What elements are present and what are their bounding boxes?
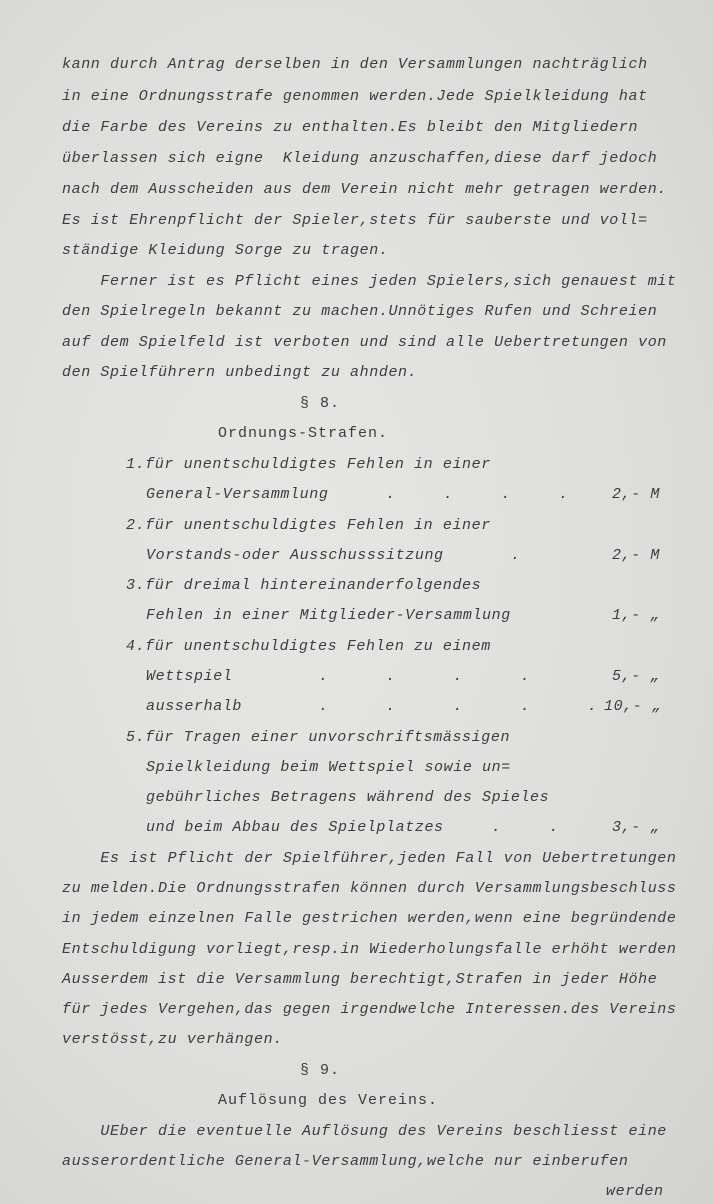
penalty-item-3-amount: 1,- „ — [612, 607, 661, 624]
penalty-item-4-amount3: 10,- „ — [604, 698, 662, 715]
penalty-item-2-line2: Vorstands-oder Ausschusssitzung . — [146, 547, 521, 564]
body-line: die Farbe des Vereins zu enthalten.Es bleibt den Mitgliedern — [62, 119, 639, 136]
penalty-item-1-line1: 1.für unentschuldigtes Fehlen in einer — [126, 456, 491, 473]
penalty-item-5-amount: 3,- „ — [612, 819, 661, 836]
body-line: Es ist Pflicht der Spielführer,jeden Fall von Uebertretungen — [62, 850, 677, 867]
body-line: nach dem Ausscheiden aus dem Verein nicht mehr getragen werden. — [62, 181, 667, 198]
body-line: UEber die eventuelle Auflösung des Vereins beschliesst eine — [62, 1123, 667, 1140]
section-9-title: Auflösung des Vereins. — [218, 1092, 439, 1109]
penalty-item-5-line4: und beim Abbau des Spielplatzes . . — [146, 819, 559, 836]
body-line: überlassen sich eigne Kleidung anzuschaffen,diese darf jedoch — [62, 150, 658, 167]
body-line: zu melden.Die Ordnungsstrafen können durch Versammlungsbeschluss — [62, 880, 677, 897]
penalty-item-3-line2: Fehlen in einer Mitglieder-Versammlung — [146, 607, 511, 624]
body-line: kann durch Antrag derselben in den Versammlungen nachträglich — [62, 56, 648, 73]
penalty-item-5-line1: 5.für Tragen einer unvorschriftsmässigen — [126, 729, 511, 746]
penalty-item-5-line3: gebührliches Betragens während des Spieles — [146, 789, 550, 806]
body-line: ausserordentliche General-Versammlung,welche nur einberufen — [62, 1153, 629, 1170]
penalty-item-3-line1: 3.für dreimal hintereinanderfolgendes — [126, 577, 482, 594]
section-8-number: § 8. — [300, 395, 341, 412]
body-line: in eine Ordnungsstrafe genommen werden.Jede Spielkleidung hat — [62, 88, 648, 105]
body-line: auf dem Spielfeld ist verboten und sind alle Uebertretungen von — [62, 334, 667, 351]
penalty-item-1-line2: General-Versammlung . . . . — [146, 486, 569, 503]
body-line: Entschuldigung vorliegt,resp.in Wiederholungsfalle erhöht werden — [62, 941, 677, 958]
penalty-item-1-amount: 2,- M — [612, 486, 661, 503]
section-8-title: Ordnungs-Strafen. — [218, 425, 389, 442]
penalty-item-2-amount: 2,- M — [612, 547, 661, 564]
catchword: werden — [606, 1183, 664, 1200]
penalty-item-5-line2: Spielkleidung beim Wettspiel sowie un= — [146, 759, 511, 776]
penalty-item-2-line1: 2.für unentschuldigtes Fehlen in einer — [126, 517, 491, 534]
body-line: ständige Kleidung Sorge zu tragen. — [62, 242, 389, 259]
body-line: Ausserdem ist die Versammlung berechtigt,Strafen in jeder Höhe — [62, 971, 658, 988]
body-line: Ferner ist es Pflicht eines jeden Spielers,sich genauest mit — [62, 273, 677, 290]
penalty-item-4-line3: ausserhalb . . . . . — [146, 698, 598, 715]
body-line: für jedes Vergehen,das gegen irgendwelche Interessen.des Vereins — [62, 1001, 677, 1018]
body-line: Es ist Ehrenpflicht der Spieler,stets für sauberste und voll= — [62, 212, 648, 229]
body-line: den Spielregeln bekannt zu machen.Unnötiges Rufen und Schreien — [62, 303, 658, 320]
penalty-item-4-line1: 4.für unentschuldigtes Fehlen zu einem — [126, 638, 491, 655]
body-line: in jedem einzelnen Falle gestrichen werden,wenn eine begründende — [62, 910, 677, 927]
section-9-number: § 9. — [300, 1062, 341, 1079]
body-line: den Spielführern unbedingt zu ahnden. — [62, 364, 418, 381]
penalty-item-4-line2: Wettspiel . . . . — [146, 668, 531, 685]
body-line: verstösst,zu verhängen. — [62, 1031, 283, 1048]
penalty-item-4-amount: 5,- „ — [612, 668, 661, 685]
